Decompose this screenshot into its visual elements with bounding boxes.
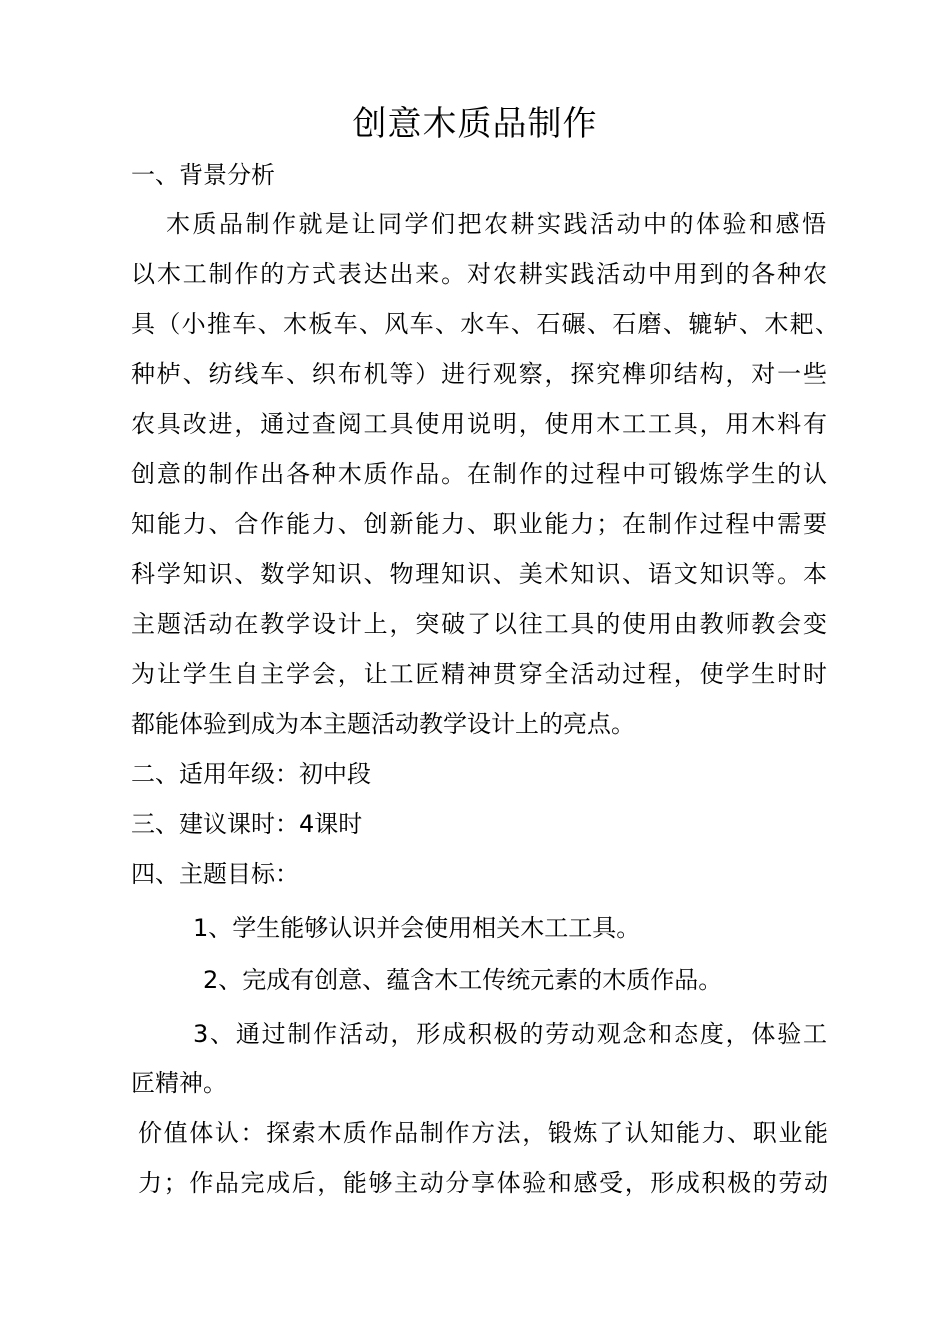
goal-item-2: 2、完成有创意、蕴含木工传统元素的木质作品。 xyxy=(203,966,723,994)
value-recognition-line: 力；作品完成后，能够主动分享体验和感受，形成积极的劳动 xyxy=(138,1169,828,1197)
goal-item-1: 1、学生能够认识并会使用相关木工工具。 xyxy=(193,914,641,942)
document-title: 创意木质品制作 xyxy=(352,104,598,144)
heading-suggested-hours: 三、建议课时：4课时 xyxy=(131,810,363,838)
paragraph-line: 知能力、合作能力、创新能力、职业能力；在制作过程中需要 xyxy=(131,510,827,538)
goal-item-3-continued: 匠精神。 xyxy=(131,1069,227,1097)
paragraph-line: 具（小推车、木板车、风车、水车、石碾、石磨、辘轳、木耙、 xyxy=(131,310,839,338)
paragraph-line: 农具改进，通过查阅工具使用说明，使用木工工具，用木料有 xyxy=(131,410,827,438)
goal-item-3: 3、通过制作活动，形成积极的劳动观念和态度，体验工 xyxy=(193,1020,827,1048)
paragraph-line: 为让学生自主学会，让工匠精神贯穿全活动过程，使学生时时 xyxy=(131,660,827,688)
paragraph-line: 创意的制作出各种木质作品。在制作的过程中可锻炼学生的认 xyxy=(131,460,827,488)
paragraph-line: 都能体验到成为本主题活动教学设计上的亮点。 xyxy=(131,710,635,738)
paragraph-line: 以木工制作的方式表达出来。对农耕实践活动中用到的各种农 xyxy=(131,260,827,288)
heading-theme-goals: 四、主题目标： xyxy=(131,860,299,888)
paragraph-line: 科学知识、数学知识、物理知识、美术知识、语文知识等。本 xyxy=(131,560,827,588)
paragraph-line: 种栌、纺线车、织布机等）进行观察，探究榫卯结构，对一些 xyxy=(131,360,827,388)
heading-background-analysis: 一、背景分析 xyxy=(131,161,275,189)
paragraph-line: 主题活动在教学设计上，突破了以往工具的使用由教师教会变 xyxy=(131,610,827,638)
value-recognition-line: 价值体认：探索木质作品制作方法，锻炼了认知能力、职业能 xyxy=(138,1119,828,1147)
paragraph-line: 木质品制作就是让同学们把农耕实践活动中的体验和感悟 xyxy=(166,210,826,238)
heading-applicable-grade: 二、适用年级：初中段 xyxy=(131,760,371,788)
